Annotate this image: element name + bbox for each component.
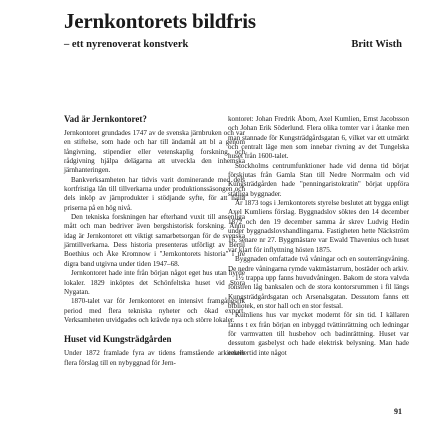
paragraph: Jernkontoret hade inte från början något eget hus utan hyrde lokaler. 1829 inköptes det Schönfeltska huset vid Stora Nygatan. — [64, 269, 245, 296]
paragraph: Stockholms centrumfunktioner hade vid denna tid börjat förskjutas från Gamla Stan till Nedre Norrmalm och vid Kungsträdgården hade "penningaristokratin" börjat uppföra ståtliga byggnader. — [228, 161, 409, 198]
section-heading-house-kungstradgarden: Huset vid Kungsträdgården — [64, 334, 172, 345]
left-text-column — [64, 114, 245, 368]
paragraph: Kumliens hus var mycket modernt för sin tid. I källaren fanns t ex från början en inbyggd tvättinrättning och ledningar för varmvatten till husbehov och badinrättning. Huset var dessutom gasbelyst och hade elektrisk belysning. Man hade emellertid inte något — [228, 311, 409, 357]
article-subtitle: – ett nyrenoverat konstverk — [64, 39, 189, 50]
article-author: Britt Wisth — [351, 39, 402, 50]
page-number: 91 — [394, 407, 402, 416]
paragraph: kontoret: Johan Fredrik Åbom, Axel Kumlien, Ernst Jacobsson och Johan Erik Söderlund. Flera olika tomter var i åtanke men man stannade för Kungsträdgårdsgatan 6, vilket var ett utmärkt och centralt läge men som innebar rivning av det Tungelska huset från 1600-talet. — [228, 115, 409, 161]
section-heading-what-is-jernkontoret: Vad är Jernkontoret? — [64, 114, 147, 124]
paragraph: Under 1872 framlade fyra av tidens framstående arkitekter flera förslag till en nybyggnad för Jern- — [64, 349, 245, 367]
paragraph: Byggnaden omfattade två våningar och en souterrängvåning. De nedre våningarna rymde vaktmästarrum, bostäder och arkiv. — [228, 255, 409, 273]
paragraph: 1½ trappa upp fanns huvudvåningen. Bakom de stora valvda fönstren låg banksalen och de stora kontorsrummen i fil längs Kungsträdgårdsgatan och Arsenalsgatan. Dessutom fanns ett bibliotek, en stor hall och en stor festsal. — [228, 273, 409, 310]
paragraph: Jernkontoret grundades 1747 av de svenska järnbruken och var en stiftelse, som hade och har till ändamål att bl a genom långivning, stipendier eller vetenskaplig forskning och rådgivning hjälpa delägarna att utveckla den inhemska järnhanteringen. — [64, 129, 245, 175]
paragraph: År 1873 togs i Jernkontorets styrelse beslutet att bygga enligt Axel Kumliens förslag. Byggnadslov söktes den 14 december 1872 och den 19 december samma år skrev Ludvig Hedin under byggnadslovshandlingarna. Fastigheten hette Näckström 16, senare nr 27. Byggmästare var Ewald Thavenius och huset var klart för inflyttning hösten 1875. — [228, 199, 409, 254]
article-title: Jernkontorets bildfris — [64, 9, 256, 33]
paragraph: 1870-talet var för Jernkontoret en intensivt framgångsrik period med flera tekniska nyheter och ökad export. Verksamheten utvidgades och krävde nya och större lokaler. — [64, 297, 245, 324]
paragraph: Bankverksamheten har tidvis varit dominerande med dels kortfristiga lån till tillverkarna under produktionssäsongen och dels inköp av järnprodukter i stödjande syfte, för att hålla priserna på en hög nivå. — [64, 175, 245, 212]
right-text-column — [228, 115, 409, 358]
paragraph: Den tekniska forskningen har efterhand vuxit till ansenliga mått och man bedriver även bergshistorisk forskning. Ännu idag är Jernkontoret ett viktigt samarbetsorgan för de svenska järntillverkarna. Dess historia presenteras utförligt av Bertil Boethius och Åke Kromnow i "Jernkontorets historia" i tre digra band utgivna under tiden 1947–68. — [64, 213, 245, 268]
